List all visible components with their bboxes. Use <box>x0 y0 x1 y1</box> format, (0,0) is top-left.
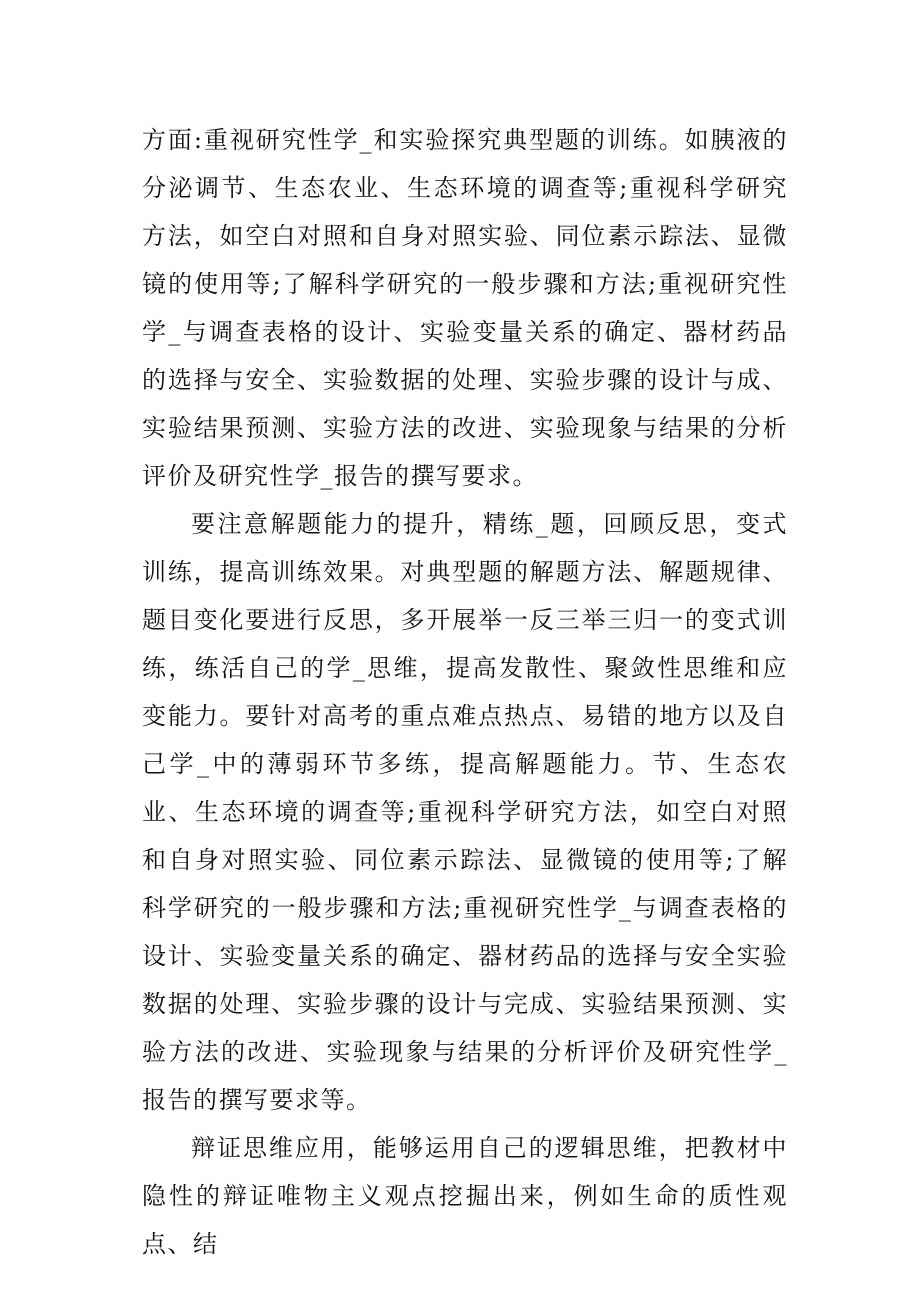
paragraph-3: 辩证思维应用，能够运用自己的逻辑思维，把教材中隐性的辩证唯物主义观点挖掘出来，例如生命的质性观点、结 <box>142 1134 788 1258</box>
paragraph-1: 方面:重视研究性学_和实验探究典型题的训练。如胰液的分泌调节、生态农业、生态环境的调查等;重视科学研究方法，如空白对照和自身对照实验、同位素示踪法、显微镜的使用等;了解科学研究的一般步骤和方法;重视研究性学_与调查表格的设计、实验变量关系的确定、器材药品的选择与安全、实验数据的处理、实验步骤的设计与成、实验结果预测、实验方法的改进、实验现象与结果的分析评价及研究性学_报告的撰写要求。 <box>142 126 788 490</box>
paragraph-2: 要注意解题能力的提升，精练_题，回顾反思，变式训练，提高训练效果。对典型题的解题方法、解题规律、题目变化要进行反思，多开展举一反三举三归一的变式训练，练活自己的学_思维，提高发散性、聚敛性思维和应变能力。要针对高考的重点难点热点、易错的地方以及自己学_中的薄弱环节多练，提高解题能力。节、生态农业、生态环境的调查等;重视科学研究方法，如空白对照和自身对照实验、同位素示踪法、显微镜的使用等;了解科学研究的一般步骤和方法;重视研究性学_与调查表格的设计、实验变量关系的确定、器材药品的选择与安全实验数据的处理、实验步骤的设计与完成、实验结果预测、实验方法的改进、实验现象与结果的分析评价及研究性学_报告的撰写要求等。 <box>142 510 788 1114</box>
document-body <box>142 116 788 1268</box>
